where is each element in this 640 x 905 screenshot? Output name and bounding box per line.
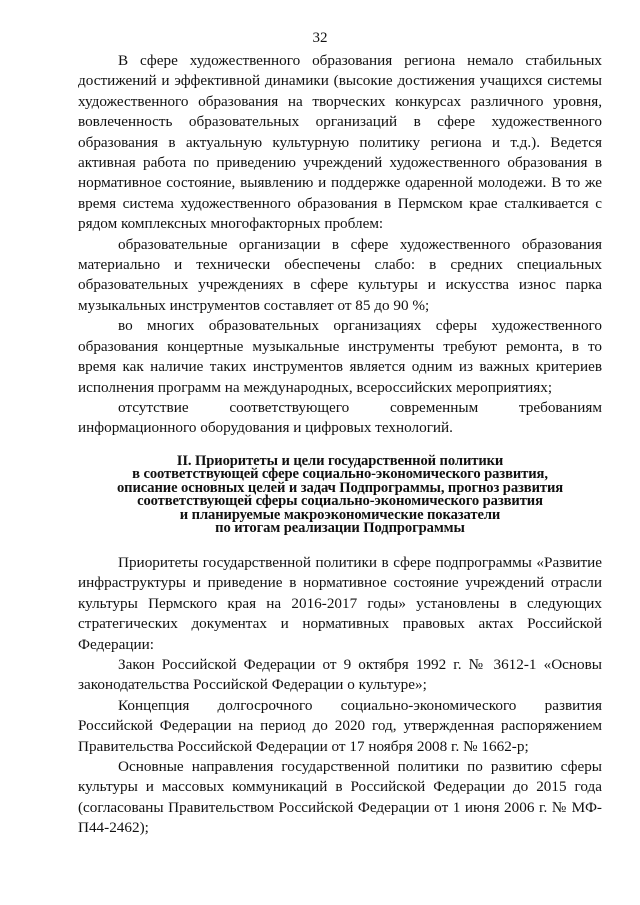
intro-text-block <box>78 51 602 439</box>
section-heading <box>78 455 602 535</box>
heading-line: и планируемые макроэкономические показатели <box>179 506 501 523</box>
heading-line: описание основных целей и задач Подпрограммы, прогноз развития <box>116 479 564 496</box>
paragraph: Основные направления государственной политики по развитию сферы культуры и массовых коммуникаций в Российской Федерации до 2015 года (согласованы Правительством Российской Федерации от 1 июня 2006 г. № МФ-П44-2462); <box>78 758 602 837</box>
paragraph: образовательные организации в сфере художественного образования материально и технически обеспечены слабо: в средних специальных образовательных учреждениях в сфере культуры и искусства износ парка музыкальных инструментов составляет от 85 до 90 %; <box>78 235 602 314</box>
heading-line: соответствующей сферы социально-экономического развития <box>137 493 543 510</box>
priorities-text-block <box>78 553 602 839</box>
heading-line: по итогам реализации Подпрограммы <box>215 520 465 537</box>
heading-line: II. Приоритеты и цели государственной политики <box>176 453 504 469</box>
page-number: 32 <box>312 30 328 46</box>
paragraph: В сфере художественного образования региона немало стабильных достижений и эффективной динамики (высокие достижения учащихся системы художественного образования на творческих конкурсах различного уровня, вовлеченность образовательных организаций в сфере художественного образования в актуальную культурную политику региона и т.д.). Ведется активная работа по приведению учреждений художественного образования в нормативное состояние, выявлению и поддержке одаренной молодежи. В то же время система художественного образования в Пермском крае сталкивается с рядом комплексных многофакторных проблем: <box>78 52 602 233</box>
paragraph: Концепция долгосрочного социально-экономического развития Российской Федерации на период до 2020 год, утвержденная распоряжением Правительства Российской Федерации от 17 ноября 2008 г. № 1662-р; <box>78 696 602 755</box>
paragraph: во многих образовательных организациях сферы художественного образования концертные музыкальные инструменты требуют ремонта, в то время как наличие таких инструментов является одним из важных критериев исполнения программ на международных, всероссийских мероприятиях; <box>78 317 602 396</box>
heading-line: в соответствующей сфере социально-экономического развития, <box>132 466 548 483</box>
paragraph: Приоритеты государственной политики в сфере подпрограммы «Развитие инфраструктуры и приведение в нормативное состояние учреждений отрасли культуры Пермского края на 2016-2017 годы» установлены в следующих стратегических документах и нормативных правовых актах Российской Федерации: <box>78 554 602 653</box>
paragraph: отсутствие соответствующего современным требованиям информационного оборудования и цифровых технологий. <box>78 398 602 437</box>
paragraph: Закон Российской Федерации от 9 октября 1992 г. № 3612-1 «Основы законодательства Российской Федерации о культуре»; <box>78 656 602 694</box>
